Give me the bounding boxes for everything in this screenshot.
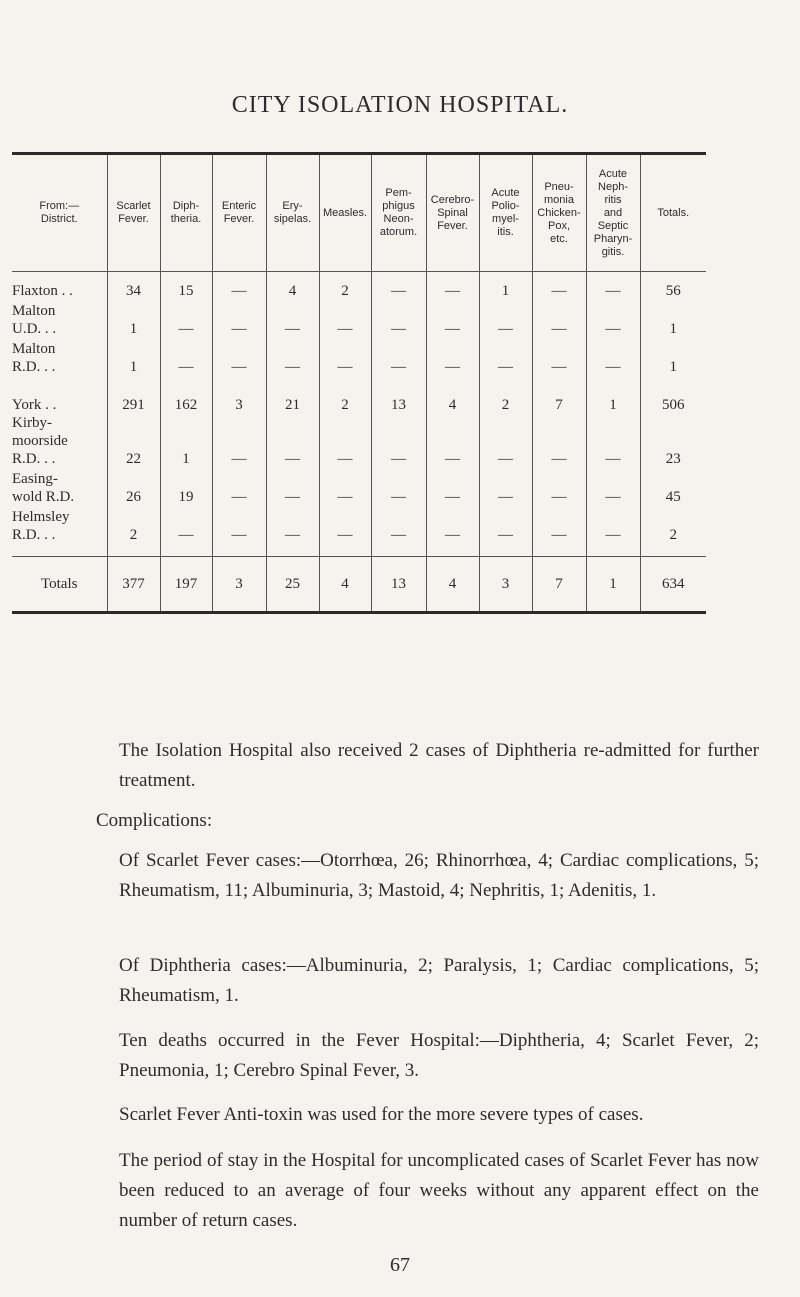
- case-count-cell: —: [532, 506, 586, 557]
- district-name: Easing- wold R.D.: [12, 471, 75, 505]
- total-cell: 634: [640, 557, 706, 613]
- case-count-cell: —: [319, 506, 371, 557]
- case-count-cell: 1: [160, 414, 212, 468]
- case-count-cell: 3: [212, 376, 266, 414]
- admissions-table: [12, 152, 706, 614]
- total-cell: 1: [586, 557, 640, 613]
- total-cell: 377: [107, 557, 160, 613]
- case-count-cell: —: [586, 414, 640, 468]
- case-count-cell: 4: [266, 272, 319, 301]
- case-count-cell: 15: [160, 272, 212, 301]
- case-count-cell: —: [319, 414, 371, 468]
- case-count-cell: —: [212, 414, 266, 468]
- case-count-cell: —: [479, 300, 532, 338]
- table-row: [12, 272, 706, 301]
- case-count-cell: 19: [160, 468, 212, 506]
- case-count-cell: —: [532, 414, 586, 468]
- case-count-cell: —: [266, 468, 319, 506]
- case-count-cell: —: [586, 272, 640, 301]
- case-count-cell: 2: [479, 376, 532, 414]
- table-row: [12, 300, 706, 338]
- total-cell: 7: [532, 557, 586, 613]
- case-count-cell: 7: [532, 376, 586, 414]
- column-header: Acute Polio- myel- itis.: [479, 154, 532, 272]
- case-count-cell: —: [371, 272, 426, 301]
- case-count-cell: —: [479, 506, 532, 557]
- case-count-cell: —: [532, 300, 586, 338]
- total-cell: 4: [426, 557, 479, 613]
- case-count-cell: —: [426, 338, 479, 376]
- table-row: [12, 376, 706, 414]
- case-count-cell: 1: [640, 338, 706, 376]
- case-count-cell: —: [371, 338, 426, 376]
- case-count-cell: —: [426, 506, 479, 557]
- total-cell: 4: [319, 557, 371, 613]
- case-count-cell: 45: [640, 468, 706, 506]
- case-count-cell: 1: [640, 300, 706, 338]
- case-count-cell: —: [586, 338, 640, 376]
- column-header: Ery- sipelas.: [266, 154, 319, 272]
- page-number: 67: [390, 1254, 410, 1276]
- case-count-cell: —: [212, 506, 266, 557]
- case-count-cell: 2: [319, 376, 371, 414]
- table-row: [12, 414, 706, 468]
- case-count-cell: 4: [426, 376, 479, 414]
- column-header: Cerebro- Spinal Fever.: [426, 154, 479, 272]
- case-count-cell: —: [319, 468, 371, 506]
- case-count-cell: —: [266, 506, 319, 557]
- case-count-cell: 13: [371, 376, 426, 414]
- case-count-cell: —: [212, 468, 266, 506]
- period-of-stay-paragraph: The period of stay in the Hospital for uncomplicated cases of Scarlet Fever has now been reduced to an average of four weeks without any apparent effect on the number of return cases.: [119, 1150, 759, 1231]
- scarlet-fever-complications: Of Scarlet Fever cases:—Otorrhœa, 26; Rhinorrhœa, 4; Cardiac complications, 5; Rheumatism, 11; Albuminuria, 3; Mastoid, 4; Nephritis, 1; Adenitis, 1.: [119, 850, 759, 901]
- case-count-cell: 2: [319, 272, 371, 301]
- readmission-note: The Isolation Hospital also received 2 cases of Diphtheria re-admitted for further treatment.: [119, 740, 759, 791]
- case-count-cell: —: [371, 468, 426, 506]
- column-header: Measles.: [319, 154, 371, 272]
- total-cell: 13: [371, 557, 426, 613]
- case-count-cell: 162: [160, 376, 212, 414]
- column-header: Scarlet Fever.: [107, 154, 160, 272]
- case-count-cell: —: [532, 338, 586, 376]
- total-cell: 25: [266, 557, 319, 613]
- district-name: Malton R.D. . .: [12, 341, 56, 375]
- case-count-cell: 506: [640, 376, 706, 414]
- case-count-cell: 34: [107, 272, 160, 301]
- case-count-cell: —: [479, 414, 532, 468]
- case-count-cell: 23: [640, 414, 706, 468]
- case-count-cell: —: [426, 414, 479, 468]
- case-count-cell: 56: [640, 272, 706, 301]
- admissions-table-wrapper: [0, 152, 800, 614]
- case-count-cell: —: [266, 414, 319, 468]
- case-count-cell: 26: [107, 468, 160, 506]
- case-count-cell: —: [371, 506, 426, 557]
- case-count-cell: 2: [640, 506, 706, 557]
- case-count-cell: —: [160, 506, 212, 557]
- case-count-cell: —: [266, 338, 319, 376]
- case-count-cell: 1: [479, 272, 532, 301]
- case-count-cell: 291: [107, 376, 160, 414]
- case-count-cell: —: [212, 272, 266, 301]
- case-count-cell: —: [212, 338, 266, 376]
- case-count-cell: —: [479, 468, 532, 506]
- case-count-cell: —: [266, 300, 319, 338]
- case-count-cell: 21: [266, 376, 319, 414]
- case-count-cell: —: [426, 468, 479, 506]
- complications-heading: Complications:: [96, 810, 213, 831]
- case-count-cell: 1: [586, 376, 640, 414]
- case-count-cell: —: [160, 300, 212, 338]
- case-count-cell: —: [212, 300, 266, 338]
- case-count-cell: —: [586, 468, 640, 506]
- totals-row: [12, 557, 706, 613]
- column-header: Pneu- monia Chicken- Pox, etc.: [532, 154, 586, 272]
- case-count-cell: —: [426, 300, 479, 338]
- case-count-cell: 1: [107, 300, 160, 338]
- case-count-cell: —: [160, 338, 212, 376]
- case-count-cell: —: [319, 300, 371, 338]
- column-header: Diph- theria.: [160, 154, 212, 272]
- table-row: [12, 468, 706, 506]
- case-count-cell: —: [586, 300, 640, 338]
- case-count-cell: —: [371, 300, 426, 338]
- district-name: Flaxton . .: [12, 283, 73, 299]
- case-count-cell: 22: [107, 414, 160, 468]
- district-name: York . .: [12, 397, 57, 413]
- case-count-cell: —: [479, 338, 532, 376]
- column-header: Acute Neph- ritis and Septic Pharyn- gitis.: [586, 154, 640, 272]
- district-name: Malton U.D. . .: [12, 303, 57, 337]
- page-title: CITY ISOLATION HOSPITAL.: [231, 92, 569, 118]
- district-name: Helmsley R.D. . .: [12, 509, 70, 543]
- totals-label: Totals: [12, 557, 107, 613]
- case-count-cell: —: [319, 338, 371, 376]
- case-count-cell: —: [426, 272, 479, 301]
- table-header-row: [12, 154, 706, 272]
- total-cell: 197: [160, 557, 212, 613]
- case-count-cell: —: [532, 272, 586, 301]
- column-header: Pem- phigus Neon- atorum.: [371, 154, 426, 272]
- antitoxin-paragraph: Scarlet Fever Anti-toxin was used for the more severe types of cases.: [119, 1104, 644, 1125]
- total-cell: 3: [212, 557, 266, 613]
- table-row: [12, 338, 706, 376]
- case-count-cell: —: [586, 506, 640, 557]
- diphtheria-complications: Of Diphtheria cases:—Albuminuria, 2; Paralysis, 1; Cardiac complications, 5; Rheumatism, 1.: [119, 955, 759, 1006]
- case-count-cell: —: [532, 468, 586, 506]
- case-count-cell: 2: [107, 506, 160, 557]
- case-count-cell: 1: [107, 338, 160, 376]
- district-name: Kirby- moorside R.D. . .: [12, 415, 68, 467]
- total-cell: 3: [479, 557, 532, 613]
- case-count-cell: —: [371, 414, 426, 468]
- deaths-paragraph: Ten deaths occurred in the Fever Hospital:—Diphtheria, 4; Scarlet Fever, 2; Pneumonia, 1; Cerebro Spinal Fever, 3.: [119, 1030, 759, 1081]
- column-header: Totals.: [640, 154, 706, 272]
- table-row: [12, 506, 706, 557]
- header-district: From:— District.: [12, 154, 107, 272]
- column-header: Enteric Fever.: [212, 154, 266, 272]
